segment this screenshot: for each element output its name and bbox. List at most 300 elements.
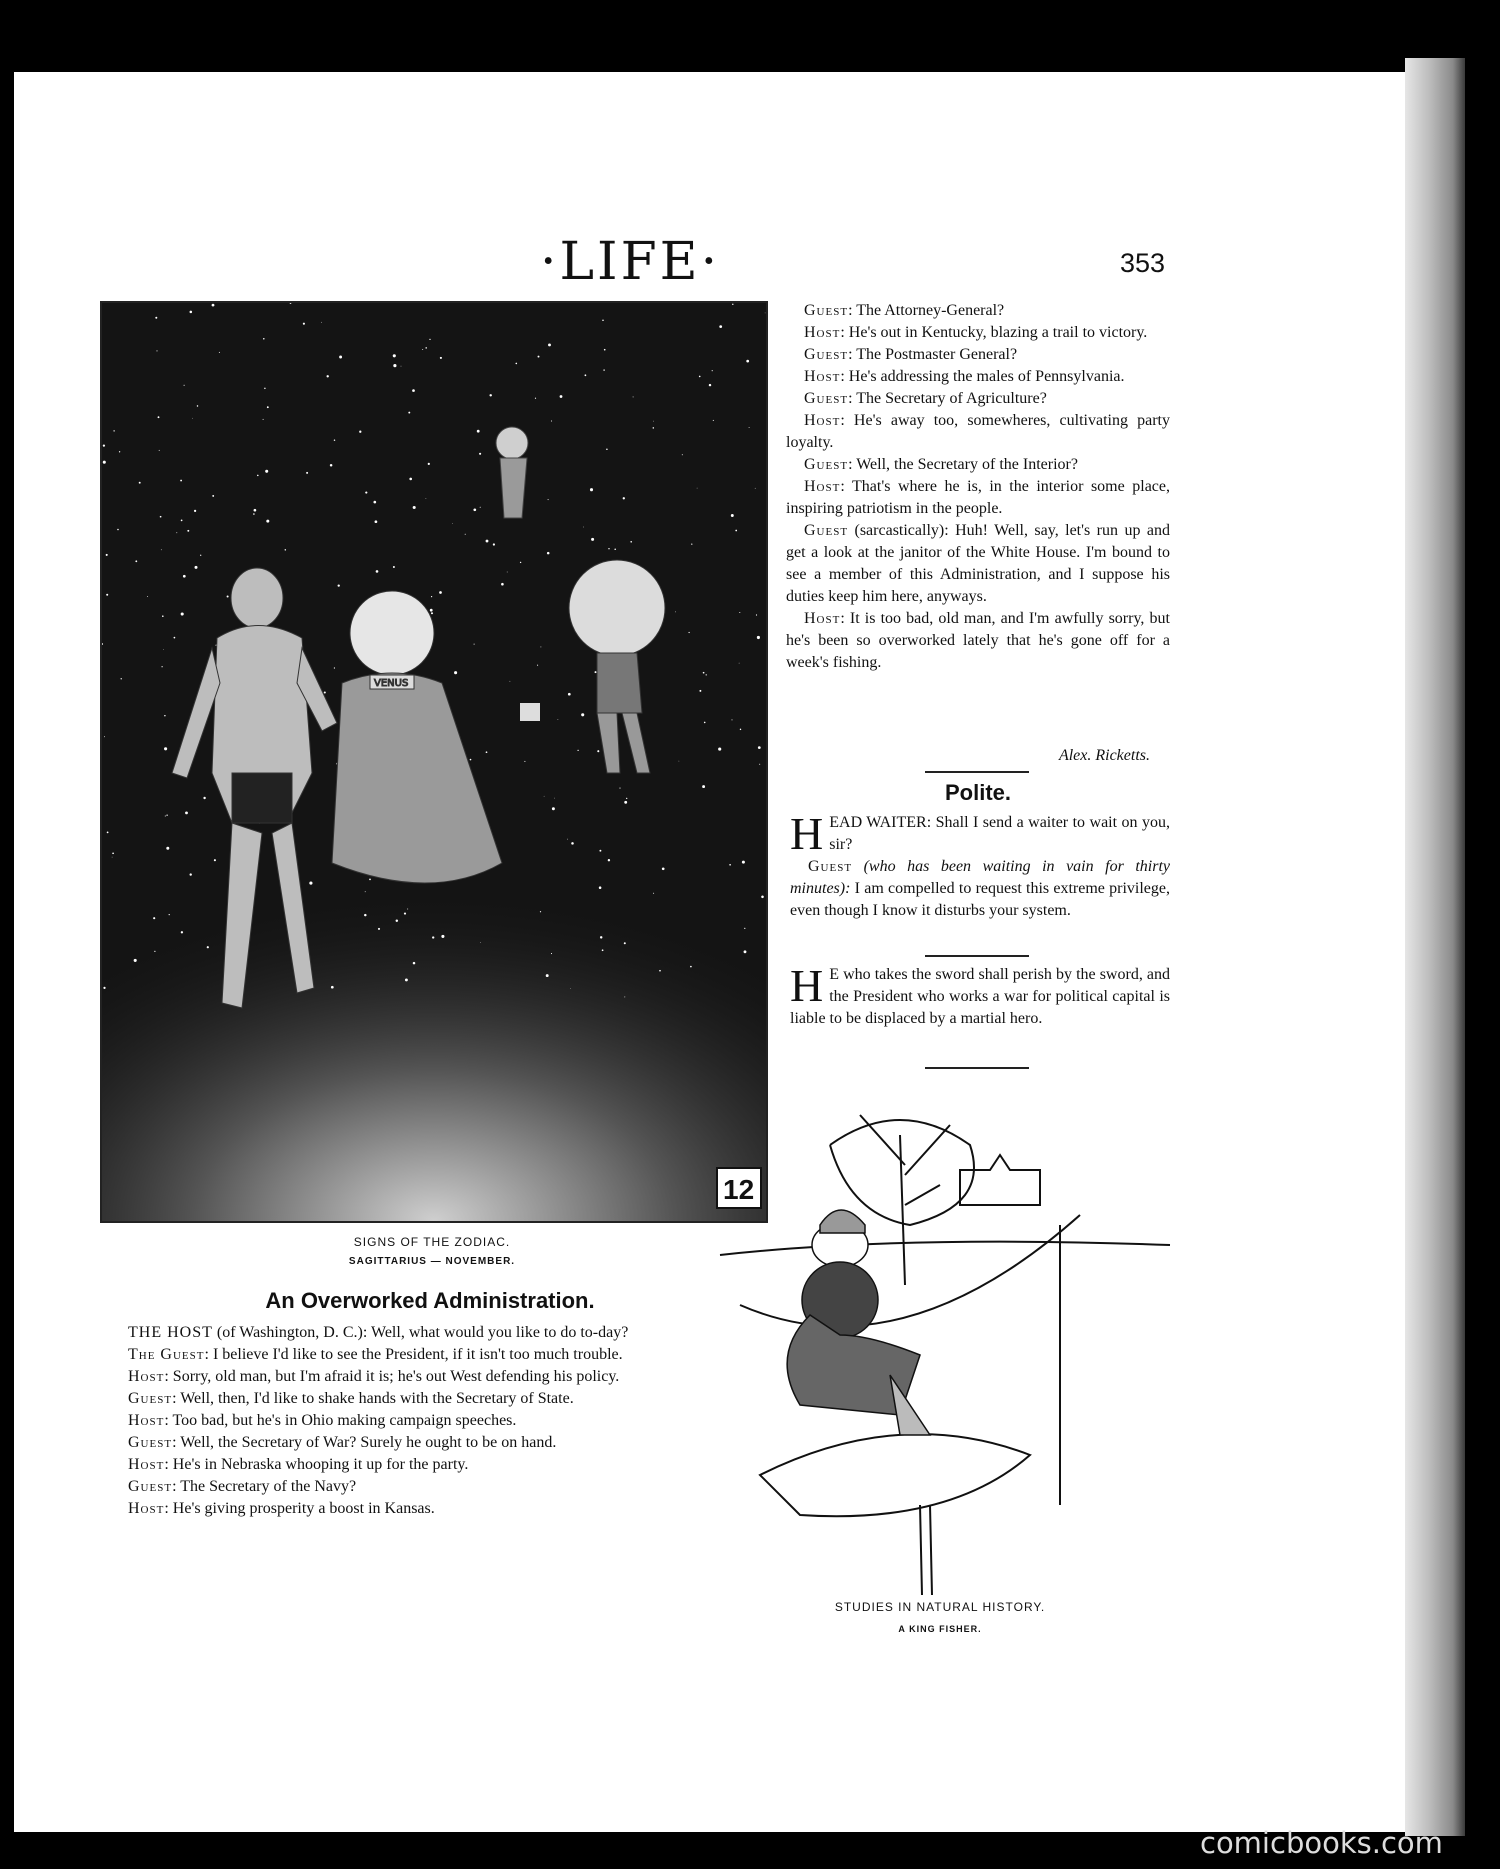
star xyxy=(373,501,376,504)
speaker: The Guest xyxy=(128,1346,205,1363)
star xyxy=(604,349,606,351)
star xyxy=(659,970,661,972)
star xyxy=(162,615,164,617)
star xyxy=(285,549,286,550)
star xyxy=(560,395,563,398)
star xyxy=(755,488,756,489)
star xyxy=(161,666,162,667)
dialogue-text: : The Attorney-General? xyxy=(848,302,1005,319)
star xyxy=(765,313,766,314)
star xyxy=(103,461,106,464)
star xyxy=(375,520,378,523)
star xyxy=(401,366,402,367)
star xyxy=(739,612,740,613)
star xyxy=(706,674,707,675)
star xyxy=(690,966,692,968)
speaker: Host xyxy=(804,478,841,495)
star xyxy=(365,492,367,494)
star xyxy=(441,935,444,938)
dialogue-text: : He's giving prosperity a boost in Kansas. xyxy=(164,1500,435,1517)
star xyxy=(404,913,406,915)
star xyxy=(452,523,453,524)
star xyxy=(703,672,705,674)
star xyxy=(577,750,578,751)
star xyxy=(465,534,466,535)
star xyxy=(554,798,555,799)
dialogue-text: : Well, the Secretary of the Interior? xyxy=(848,456,1078,473)
star xyxy=(702,785,705,788)
star xyxy=(396,919,398,921)
divider xyxy=(925,771,1029,773)
dialogue-line xyxy=(110,1454,690,1476)
star xyxy=(266,520,269,523)
zodiac-artwork xyxy=(102,303,766,1221)
star xyxy=(653,421,654,422)
speaker: Guest xyxy=(128,1434,173,1451)
star xyxy=(181,931,183,933)
star xyxy=(473,508,476,511)
star xyxy=(758,746,761,749)
star xyxy=(154,951,155,952)
star xyxy=(257,475,259,477)
star xyxy=(474,644,475,645)
star xyxy=(159,450,160,451)
star xyxy=(688,632,689,633)
star xyxy=(405,978,408,981)
star xyxy=(679,761,680,762)
dialogue-text: : The Secretary of Agriculture? xyxy=(848,390,1047,407)
star xyxy=(338,584,340,586)
star xyxy=(407,909,408,910)
star xyxy=(626,798,627,799)
dialogue-text: (of Washington, D. C.): Well, what would you like to do to-day? xyxy=(212,1324,629,1341)
star xyxy=(378,928,380,930)
article-polite-body xyxy=(790,808,1170,922)
star xyxy=(327,375,329,377)
star xyxy=(219,352,220,353)
star xyxy=(704,722,706,724)
star xyxy=(174,637,176,639)
star xyxy=(135,560,137,562)
star xyxy=(369,879,371,881)
star xyxy=(590,488,593,491)
kingfisher-caption-sub: A KING FISHER. xyxy=(898,1624,982,1634)
star xyxy=(119,451,120,452)
star xyxy=(558,719,559,720)
star xyxy=(409,478,412,481)
dropcap: H xyxy=(790,960,824,1011)
star xyxy=(570,988,571,989)
king-fisher-drawing xyxy=(700,1075,1180,1595)
star xyxy=(761,896,764,899)
star xyxy=(184,385,185,386)
dialogue-line xyxy=(786,344,1170,366)
speaker: Guest xyxy=(804,390,849,407)
dialogue-text: : It is too bad, old man, and I'm awfully sorry, but he's been so overworked lately that he's gone off for a week's fishing. xyxy=(786,610,1170,671)
article-heading-polite: Polite. xyxy=(944,780,1011,805)
speaker: Guest xyxy=(804,456,849,473)
star xyxy=(551,420,552,421)
star xyxy=(739,663,740,664)
star xyxy=(430,609,433,612)
dialogue-line xyxy=(110,1366,690,1388)
star xyxy=(413,506,416,509)
star xyxy=(744,928,745,929)
star xyxy=(744,950,747,953)
zodiac-illustration xyxy=(100,301,768,1223)
page-edge xyxy=(1405,58,1465,1836)
star xyxy=(759,764,760,765)
star xyxy=(486,751,488,753)
star xyxy=(742,861,745,864)
dropcap: H xyxy=(790,808,824,859)
speaker: Host xyxy=(804,610,841,627)
star xyxy=(608,548,609,549)
divider xyxy=(925,1067,1029,1069)
star xyxy=(524,761,525,762)
dialogue-text: : He's addressing the males of Pennsylvania. xyxy=(840,368,1125,385)
star xyxy=(749,427,750,428)
speaker: Guest xyxy=(128,1390,173,1407)
stage-direction: (who has been waiting in vain for thirty minutes): xyxy=(790,858,1170,897)
star xyxy=(334,439,335,440)
dialogue-line xyxy=(786,608,1170,674)
speaker: THE HOST xyxy=(128,1324,213,1341)
star xyxy=(501,583,504,586)
star xyxy=(153,917,155,919)
star xyxy=(176,532,177,533)
star xyxy=(567,839,568,840)
speaker: Guest xyxy=(804,346,849,363)
star xyxy=(164,747,167,750)
star xyxy=(321,322,322,323)
dialogue-line xyxy=(786,322,1170,344)
star xyxy=(624,996,625,997)
sword-text: E who takes the sword shall perish by the sword, and the President who works a war for political capital is liable to be displaced by a martial hero. xyxy=(790,966,1170,1027)
speaker: Host xyxy=(804,324,841,341)
star xyxy=(364,914,366,916)
star xyxy=(183,575,186,578)
star xyxy=(107,832,109,834)
star xyxy=(134,959,137,962)
star xyxy=(190,311,193,314)
star xyxy=(520,562,521,563)
star xyxy=(507,572,508,573)
star xyxy=(489,394,491,396)
star xyxy=(746,360,749,363)
star xyxy=(181,612,184,615)
star xyxy=(426,498,427,499)
star xyxy=(425,347,427,349)
star xyxy=(254,509,257,512)
star xyxy=(515,363,517,365)
star xyxy=(334,667,335,668)
star xyxy=(699,376,701,378)
star xyxy=(600,936,602,938)
star xyxy=(757,636,760,639)
star xyxy=(623,497,625,499)
star xyxy=(428,463,430,465)
speaker: Host xyxy=(128,1456,165,1473)
star xyxy=(546,974,549,977)
star xyxy=(267,406,269,408)
star xyxy=(548,343,551,346)
star xyxy=(432,936,434,938)
star xyxy=(440,357,442,359)
star xyxy=(614,548,616,550)
star xyxy=(253,513,255,515)
star xyxy=(112,852,114,854)
star xyxy=(551,953,552,954)
star xyxy=(330,464,333,467)
star xyxy=(106,594,108,596)
star xyxy=(691,543,692,544)
star xyxy=(480,507,481,508)
star xyxy=(479,453,481,455)
dialogue-text: : He's out in Kentucky, blazing a trail to victory. xyxy=(840,324,1148,341)
dialogue-line xyxy=(110,1322,690,1344)
star xyxy=(597,750,599,752)
star xyxy=(212,495,214,497)
star xyxy=(709,384,711,386)
star xyxy=(303,323,305,325)
speaker: Host xyxy=(128,1368,165,1385)
star xyxy=(540,646,541,647)
watermark: comicbooks.com xyxy=(1200,1826,1443,1860)
star xyxy=(740,729,741,730)
article-overworked-continued xyxy=(786,300,1170,674)
star xyxy=(156,350,157,351)
dialogue-text: (sarcastically): Huh! Well, say, let's run up and get a look at the janitor of the White House. I'm bound to see a member of this Administration, and I suppose his duties keep him here, anyways. xyxy=(786,522,1170,605)
dialogue-text: : He's in Nebraska whooping it up for the party. xyxy=(164,1456,469,1473)
polite-para1: EAD WAITER: Shall I send a waiter to wait on you, sir? xyxy=(829,814,1170,853)
star xyxy=(537,665,538,666)
dialogue-text: : That's where he is, in the interior some place, inspiring patriotism in the people. xyxy=(786,478,1170,517)
star xyxy=(603,369,604,370)
star xyxy=(185,811,188,814)
dialogue-line xyxy=(786,410,1170,454)
dialogue-line xyxy=(786,300,1170,322)
star xyxy=(538,356,540,358)
speaker: Guest xyxy=(804,522,849,539)
speaker: Guest xyxy=(804,302,849,319)
star xyxy=(493,543,495,545)
article-sword-body xyxy=(790,960,1170,1030)
star xyxy=(454,671,457,674)
article-signature: Alex. Ricketts. xyxy=(1058,747,1150,764)
star xyxy=(731,514,734,517)
speaker: Host xyxy=(804,412,841,429)
star xyxy=(595,671,597,673)
star xyxy=(306,472,308,474)
star xyxy=(477,430,480,433)
dialogue-line xyxy=(110,1476,690,1498)
star xyxy=(510,681,511,682)
dialogue-text: : The Secretary of the Navy? xyxy=(172,1478,357,1495)
star xyxy=(583,527,584,528)
star xyxy=(165,815,166,816)
star xyxy=(106,554,108,556)
star xyxy=(581,713,584,716)
star xyxy=(309,882,312,885)
star xyxy=(393,566,395,568)
star xyxy=(263,338,265,340)
star xyxy=(207,946,209,948)
star xyxy=(200,555,201,556)
star xyxy=(548,499,549,500)
star xyxy=(155,317,157,319)
star xyxy=(599,886,602,889)
star xyxy=(187,530,189,532)
star xyxy=(158,416,160,418)
speaker: Host xyxy=(128,1500,165,1517)
star xyxy=(662,867,665,870)
star xyxy=(675,611,676,612)
star xyxy=(160,516,162,518)
dialogue-line xyxy=(110,1432,690,1454)
star xyxy=(591,538,594,541)
speaker: Guest xyxy=(128,1478,173,1495)
star xyxy=(699,690,701,692)
dialogue-line xyxy=(786,388,1170,410)
star xyxy=(180,480,182,482)
star xyxy=(732,719,733,720)
star xyxy=(429,339,430,340)
star xyxy=(552,807,555,810)
zodiac-caption-title: SIGNS OF THE ZODIAC. xyxy=(353,1235,511,1249)
star xyxy=(602,949,604,951)
star xyxy=(571,842,574,845)
star xyxy=(227,595,229,597)
star xyxy=(608,859,610,861)
star xyxy=(324,691,326,693)
divider xyxy=(925,955,1029,957)
star xyxy=(408,412,410,414)
star xyxy=(682,454,683,455)
star xyxy=(393,354,396,357)
polite-para2: I am compelled to request this extreme privilege, even though I know it disturbs your system. xyxy=(790,880,1170,919)
star xyxy=(422,349,423,350)
star xyxy=(624,801,627,804)
star xyxy=(194,510,196,512)
star xyxy=(470,759,472,761)
star xyxy=(117,529,119,531)
star xyxy=(535,398,536,399)
star xyxy=(697,488,698,489)
star xyxy=(147,596,148,597)
star xyxy=(732,304,733,305)
star xyxy=(544,796,545,797)
dialogue-text: : Well, then, I'd like to shake hands with the Secretary of State. xyxy=(172,1390,574,1407)
kingfisher-caption-title: STUDIES IN NATURAL HISTORY. xyxy=(834,1600,1046,1614)
star xyxy=(265,470,268,473)
masthead: ·LIFE· xyxy=(540,232,721,292)
star xyxy=(619,788,620,789)
star xyxy=(365,891,366,892)
star xyxy=(190,873,192,875)
star xyxy=(192,418,193,419)
star xyxy=(585,374,587,376)
dialogue-line xyxy=(786,454,1170,476)
dialogue-line xyxy=(110,1498,690,1520)
star xyxy=(599,850,601,852)
star xyxy=(166,847,169,850)
star xyxy=(653,893,654,894)
star xyxy=(624,942,626,944)
star xyxy=(197,405,198,406)
star xyxy=(719,325,722,328)
dialogue-line xyxy=(110,1388,690,1410)
star xyxy=(713,420,714,421)
star xyxy=(331,986,334,989)
speaker: Guest xyxy=(808,858,853,875)
star xyxy=(104,736,105,737)
star xyxy=(166,815,167,816)
star xyxy=(339,356,342,359)
dialogue-text: : He's away too, somewheres, cultivating party loyalty. xyxy=(786,412,1170,451)
star xyxy=(263,419,264,420)
star xyxy=(547,552,550,555)
star xyxy=(212,304,215,307)
star xyxy=(103,987,105,989)
star xyxy=(359,431,361,433)
speaker: Host xyxy=(804,368,841,385)
star xyxy=(712,370,713,371)
star xyxy=(735,530,737,532)
star xyxy=(103,444,105,446)
star xyxy=(195,566,198,569)
star xyxy=(633,396,634,397)
star xyxy=(112,857,113,858)
dialogue-line xyxy=(110,1410,690,1432)
dialogue-line xyxy=(786,366,1170,388)
star xyxy=(139,482,141,484)
dialogue-line xyxy=(786,476,1170,520)
star xyxy=(568,693,571,696)
illustration-number: 12 xyxy=(723,1174,755,1205)
star xyxy=(756,614,757,615)
star xyxy=(729,864,731,866)
star xyxy=(413,962,416,965)
star xyxy=(393,364,396,367)
star xyxy=(480,942,481,943)
star xyxy=(540,911,541,912)
star xyxy=(431,596,432,597)
star xyxy=(121,678,122,679)
star xyxy=(161,549,162,550)
dialogue-text: : The Postmaster General? xyxy=(848,346,1018,363)
page-number: 353 xyxy=(1120,248,1166,278)
zodiac-caption-sub: SAGITTARIUS — NOVEMBER. xyxy=(348,1256,516,1267)
star xyxy=(214,859,216,861)
star xyxy=(376,570,379,573)
star xyxy=(164,715,165,716)
star xyxy=(203,797,205,799)
dialogue-text: : Too bad, but he's in Ohio making campaign speeches. xyxy=(164,1412,517,1429)
star xyxy=(169,914,170,915)
star xyxy=(264,388,265,389)
star xyxy=(181,520,183,522)
venus-label: VENUS xyxy=(374,678,409,689)
star xyxy=(439,591,442,594)
dialogue-text: : I believe I'd like to see the President, if it isn't too much trouble. xyxy=(204,1346,623,1363)
dialogue-line xyxy=(110,1344,690,1366)
dialogue-text: : Sorry, old man, but I'm afraid it is; he's out West defending his policy. xyxy=(164,1368,620,1385)
star xyxy=(163,649,164,650)
star xyxy=(412,389,415,392)
star xyxy=(602,320,604,322)
star xyxy=(431,612,433,614)
